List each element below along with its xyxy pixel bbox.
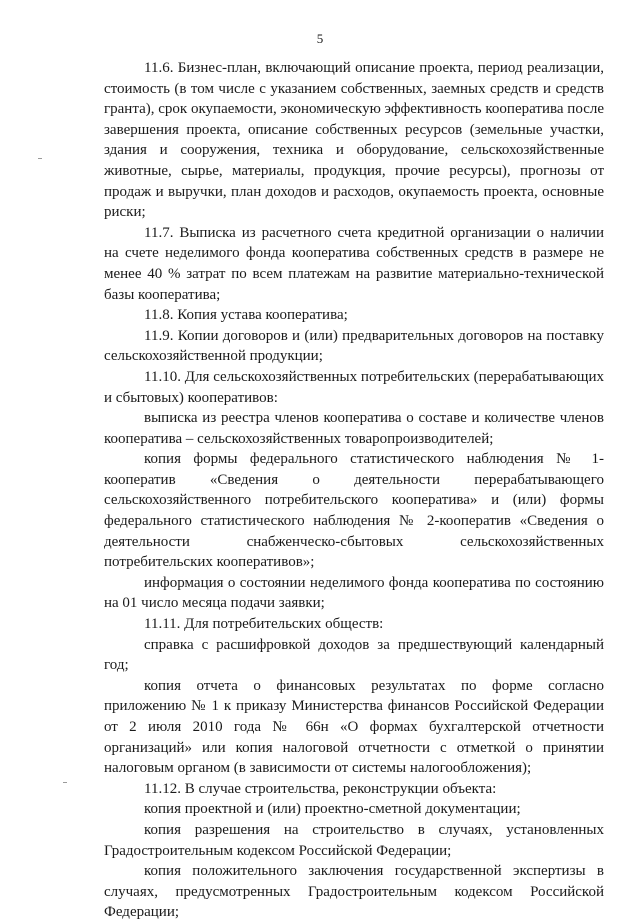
paragraph-11-11: 11.11. Для потребительских обществ: bbox=[144, 616, 384, 633]
paragraph-member-register-extract: выписка из реестра членов кооператива о составе и количестве членов кооператива – сельскохозяйственных товаропроизводителей; bbox=[104, 410, 604, 447]
paragraph-income-statement: справка с расшифровкой доходов за предшествующий календарный год; bbox=[104, 636, 604, 674]
paragraph-11-7: 11.7. Выписка из расчетного счета кредитной организации о наличии на счете неделимого фонда кооператива собственных средств в размере не менее 40 % затрат по всем платежам на развитие материально-технической базы кооператива; bbox=[104, 224, 604, 303]
paragraph-construction-permit-copy: копия разрешения на строительство в случаях, установленных Градостроительным кодексом Российской Федерации; bbox=[104, 821, 604, 859]
paragraph-project-docs-copy: копия проектной и (или) проектно-сметной документации; bbox=[144, 801, 521, 818]
page-number: 5 bbox=[316, 31, 324, 46]
scan-mark bbox=[38, 158, 42, 159]
paragraph-financial-report-copy: копия отчета о финансовых результатах по форме согласно приложению № 1 к приказу Министерства финансов Российской Федерации от 2 июля 2010 года № 66н «О формах бухгалтерской отчетности организаций» или копия налоговой отчетности с отметкой о принятии налоговым органом (в зависимости от системы налогообложения); bbox=[104, 677, 604, 777]
scan-mark bbox=[63, 782, 67, 783]
paragraph-indivisible-fund-info: информация о состоянии неделимого фонда кооператива по состоянию на 01 число месяца подачи заявки; bbox=[104, 574, 604, 612]
paragraph-11-8: 11.8. Копия устава кооператива; bbox=[144, 307, 348, 324]
paragraph-11-6: 11.6. Бизнес-план, включающий описание проекта, период реализации, стоимость (в том числе с указанием собственных, заемных средств и средств гранта), срок окупаемости, экономическую эффективность кооператива после завершения проекта, описание собственных ресурсов (земельные участки, здания и сооружения, техника и оборудование, сельскохозяйственные животные, сырье, материалы, продукция, прочие ресурсы), прогнозы от продаж и выручки, план доходов и расходов, окупаемость проекта, основные риски; bbox=[104, 60, 604, 221]
document-body bbox=[104, 58, 604, 923]
paragraph-11-9: 11.9. Копии договоров и (или) предварительных договоров на поставку сельскохозяйственной продукции; bbox=[104, 327, 604, 365]
paragraph-11-12: 11.12. В случае строительства, реконструкции объекта: bbox=[144, 780, 497, 797]
paragraph-expertise-conclusion-copy: копия положительного заключения государственной экспертизы в случаях, предусмотренных Градостроительным кодексом Российской Федерации; bbox=[104, 863, 604, 921]
paragraph-statistical-form-copy: копия формы федерального статистического наблюдения № 1-кооператив «Сведения о деятельности перерабатывающего сельскохозяйственного потребительского кооператива» и (или) формы федерального статистического наблюдения № 2-кооператив «Сведения о деятельности снабженческо-сбытовых сельскохозяйственных потребительских кооперативов»; bbox=[104, 451, 604, 571]
paragraph-11-10: 11.10. Для сельскохозяйственных потребительских (перерабатывающих и сбытовых) кооперативов: bbox=[104, 368, 604, 406]
